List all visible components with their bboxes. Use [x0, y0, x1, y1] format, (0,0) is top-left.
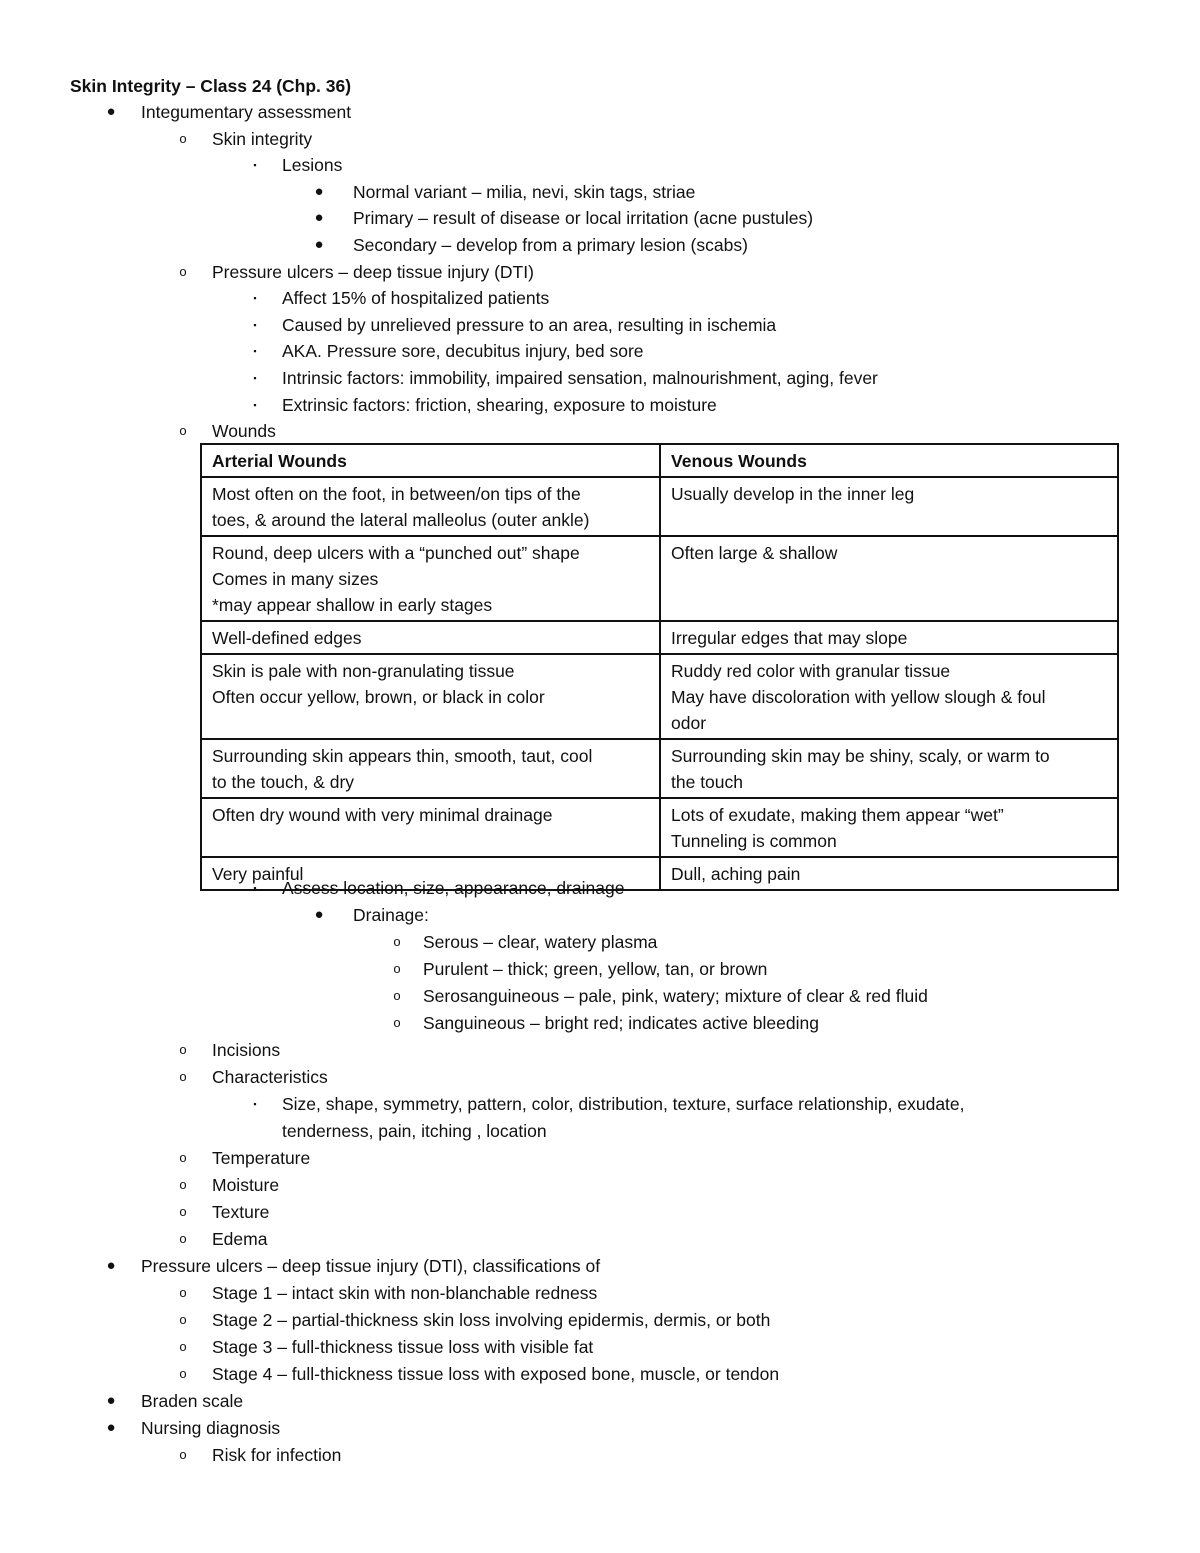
- outline-item: Wounds: [212, 421, 276, 442]
- bullet-square-icon: ▪: [253, 1099, 257, 1109]
- outline-item: Integumentary assessment: [141, 102, 352, 122]
- bullet-square-icon: ▪: [253, 160, 257, 171]
- cell-text: Skin is pale with non-granulating tissue: [212, 661, 515, 681]
- outline-item: Stage 3 – full-thickness tissue loss with visible fat: [212, 1337, 594, 1357]
- bullet-square-icon: ▪: [253, 373, 257, 383]
- outline-item: AKA. Pressure sore, decubitus injury, bed sore: [282, 341, 644, 362]
- cell-text: toes, & around the lateral malleolus (outer ankle): [212, 510, 590, 530]
- bullet-circle-icon: o: [179, 1204, 187, 1219]
- outline-item: Purulent – thick; green, yellow, tan, or brown: [423, 959, 768, 979]
- document-title: Skin Integrity – Class 24 (Chp. 36): [70, 76, 352, 96]
- table-row: [201, 621, 1118, 654]
- outline-item: Size, shape, symmetry, pattern, color, distribution, texture, surface relationship, exudate,: [282, 1094, 965, 1114]
- bullet-circle-icon: o: [179, 263, 187, 279]
- cell-text: Surrounding skin appears thin, smooth, taut, cool: [212, 746, 593, 766]
- table-header-row: [201, 444, 1118, 477]
- outline-item: Intrinsic factors: immobility, impaired sensation, malnourishment, aging, fever: [282, 368, 878, 388]
- outline-item: Skin integrity: [212, 128, 313, 149]
- cell-text: Lots of exudate, making them appear “wet”: [671, 805, 1004, 825]
- bullet-square-icon: ▪: [253, 883, 257, 893]
- bullet-circle-icon: o: [179, 1177, 187, 1192]
- bullet-circle-icon: o: [179, 1285, 187, 1300]
- bullet-circle-icon: o: [179, 1231, 187, 1246]
- outline-item: Assess location, size, appearance, drainage: [282, 878, 625, 898]
- bullet-circle-icon: o: [179, 423, 187, 439]
- bullet-square-icon: ▪: [253, 346, 257, 357]
- outline-item: Extrinsic factors: friction, shearing, exposure to moisture: [282, 394, 717, 415]
- bullet-disc-icon: ●: [106, 1257, 116, 1274]
- outline-item: Texture: [212, 1202, 270, 1222]
- outline-item: Edema: [212, 1229, 268, 1249]
- outline-item: Sanguineous – bright red; indicates active bleeding: [423, 1013, 819, 1033]
- arterial-cell: [201, 654, 660, 739]
- cell-text: Often occur yellow, brown, or black in color: [212, 687, 545, 707]
- cell-text: Usually develop in the inner leg: [671, 484, 915, 504]
- arterial-cell: [201, 477, 660, 536]
- bullet-circle-icon: o: [179, 1042, 187, 1057]
- bullet-disc-icon: ●: [106, 103, 116, 120]
- cell-text: Tunneling is common: [671, 831, 837, 851]
- cell-text: Irregular edges that may slope: [671, 628, 908, 648]
- outline-item: Characteristics: [212, 1067, 328, 1087]
- cell-text: *may appear shallow in early stages: [212, 595, 493, 615]
- outline-item: Moisture: [212, 1175, 280, 1195]
- outline-item: Serous – clear, watery plasma: [423, 932, 658, 952]
- outline-item: Normal variant – milia, nevi, skin tags, striae: [353, 181, 696, 202]
- outline-item: tenderness, pain, itching , location: [282, 1121, 547, 1141]
- arterial-cell: [201, 536, 660, 621]
- table-row: [201, 739, 1118, 798]
- table-body: [201, 477, 1118, 890]
- bullet-circle-icon: o: [179, 130, 187, 146]
- bullet-disc-icon: ●: [314, 209, 324, 227]
- outline-item: Stage 4 – full-thickness tissue loss with exposed bone, muscle, or tendon: [212, 1364, 780, 1384]
- outline-item: Stage 1 – intact skin with non-blanchable redness: [212, 1283, 598, 1303]
- outline-item: Temperature: [212, 1148, 311, 1168]
- bullet-circle-icon: o: [179, 1312, 187, 1327]
- outline-item: Secondary – develop from a primary lesion (scabs): [353, 235, 748, 255]
- cell-text: Very painful: [212, 864, 304, 884]
- bullet-disc-icon: ●: [314, 236, 324, 253]
- bullet-disc-icon: ●: [106, 1392, 116, 1409]
- table-header-arterial: Arterial Wounds: [201, 444, 660, 477]
- arterial-cell: [201, 798, 660, 857]
- venous-cell: [660, 536, 1118, 621]
- cell-text: Often dry wound with very minimal drainage: [212, 805, 553, 825]
- venous-cell: [660, 654, 1118, 739]
- cell-text: Well-defined edges: [212, 628, 362, 648]
- outline-item: Risk for infection: [212, 1445, 342, 1465]
- cell-text: Ruddy red color with granular tissue: [671, 661, 951, 681]
- bullet-circle-icon: o: [179, 1366, 187, 1381]
- arterial-cell: [201, 739, 660, 798]
- bullet-square-icon: ▪: [253, 293, 257, 304]
- outline-item: Incisions: [212, 1040, 281, 1060]
- bullet-circle-icon: o: [393, 1015, 401, 1030]
- venous-cell: [660, 621, 1118, 654]
- wounds-comparison-table: [200, 443, 1119, 891]
- bullet-disc-icon: ●: [106, 1419, 116, 1436]
- table-row: [201, 798, 1118, 857]
- bullet-square-icon: ▪: [253, 399, 257, 410]
- venous-cell: [660, 739, 1118, 798]
- cell-text: to the touch, & dry: [212, 772, 355, 792]
- table-header-venous: Venous Wounds: [660, 444, 1118, 477]
- venous-cell: [660, 477, 1118, 536]
- outline-item: Drainage:: [353, 905, 429, 925]
- outline-item: Pressure ulcers – deep tissue injury (DTI), classifications of: [141, 1256, 601, 1276]
- bullet-disc-icon: ●: [314, 906, 324, 923]
- bullet-circle-icon: o: [179, 1069, 187, 1084]
- table-row: [201, 536, 1118, 621]
- bullet-circle-icon: o: [393, 961, 401, 976]
- outline-item: Lesions: [282, 155, 343, 176]
- venous-cell: [660, 798, 1118, 857]
- cell-text: Surrounding skin may be shiny, scaly, or warm to: [671, 746, 1050, 766]
- outline-item: Nursing diagnosis: [141, 1418, 281, 1438]
- outline-item: Serosanguineous – pale, pink, watery; mixture of clear & red fluid: [423, 986, 928, 1006]
- bullet-circle-icon: o: [393, 934, 401, 949]
- cell-text: Comes in many sizes: [212, 569, 379, 589]
- table-row: [201, 477, 1118, 536]
- bullet-circle-icon: o: [179, 1447, 187, 1462]
- outline-item: Caused by unrelieved pressure to an area, resulting in ischemia: [282, 314, 777, 335]
- outline-item: Braden scale: [141, 1391, 244, 1411]
- bullet-circle-icon: o: [179, 1339, 187, 1354]
- outline-item: Stage 2 – partial-thickness skin loss involving epidermis, dermis, or both: [212, 1310, 771, 1330]
- table-row: [201, 654, 1118, 739]
- venous-cell: [660, 857, 1118, 890]
- outline-item: Affect 15% of hospitalized patients: [282, 288, 550, 309]
- bullet-square-icon: ▪: [253, 319, 257, 330]
- cell-text: May have discoloration with yellow slough & foul: [671, 687, 1046, 707]
- bullet-disc-icon: ●: [314, 182, 324, 200]
- cell-text: Round, deep ulcers with a “punched out” shape: [212, 543, 580, 563]
- bullet-circle-icon: o: [179, 1150, 187, 1165]
- outline-item: Pressure ulcers – deep tissue injury (DTI): [212, 261, 534, 282]
- cell-text: Most often on the foot, in between/on tips of the: [212, 484, 581, 504]
- cell-text: Dull, aching pain: [671, 864, 801, 884]
- cell-text: Often large & shallow: [671, 543, 838, 563]
- outline-item: Primary – result of disease or local irritation (acne pustules): [353, 208, 814, 229]
- cell-text: the touch: [671, 772, 743, 792]
- bullet-circle-icon: o: [393, 988, 401, 1003]
- cell-text: odor: [671, 713, 707, 733]
- arterial-cell: [201, 621, 660, 654]
